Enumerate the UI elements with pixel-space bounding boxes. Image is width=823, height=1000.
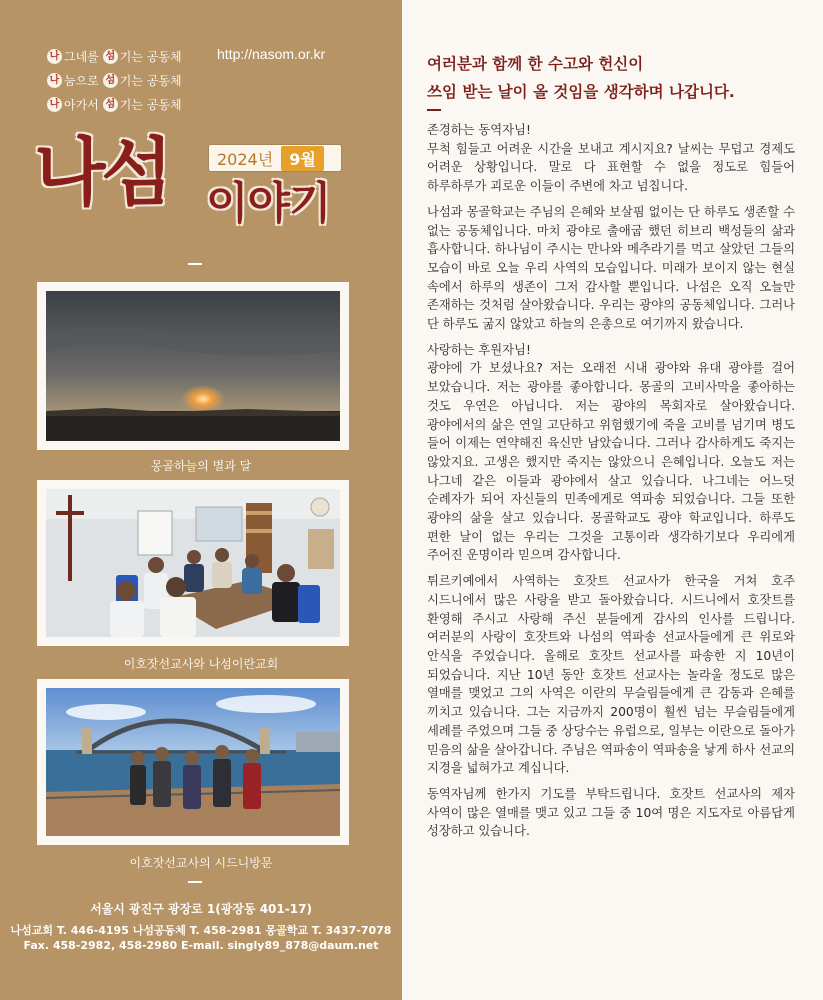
motto-initial: 섬 <box>103 73 118 88</box>
article-headline <box>427 50 807 106</box>
issue-year: 2024년 <box>217 149 274 169</box>
divider <box>188 263 202 265</box>
sidebar-panel <box>0 0 402 1000</box>
motto-text: 그네를 <box>64 49 99 64</box>
photo-caption: 이호잣선교사의 시드니방문 <box>129 856 273 870</box>
paragraph: 튀르키예에서 사역하는 호잣트 선교사가 한국을 거쳐 호주 시드니에서 많은 사랑을 받고 돌아왔습니다. 시드니에서 호잣트를 환영해 주시고 사랑해 주신 분들에게 감사의 인사를 드립니다. 여러분의 사랑이 호잣트와 나섬의 역파송 선교사들에게 큰 위로와 안식을 주었습니다. 올해로 호잣트 선교사를 파송한 지 10년이 되었습니다. 지난 10년 동안 호잣트 선교사는 놀라울 정도로 많은 열매를 맺었고 그의 사역은 이란의 무슬림들에게 큰 감동과 은혜를 끼치고 있습니다. 그는 지금까지 200명이 훨씬 넘는 무슬림들에게 세례를 주었으며 그들 중 상당수는 유럽으로, 일부는 이란으로 돌아가 믿음의 삶을 살아갑니다. 주님은 역파송이 역파송을 낳게 하사 선교의 지경을 넓혀가고 계십니다. <box>427 574 795 776</box>
motto-initial: 나 <box>47 49 62 64</box>
article-body <box>427 121 795 848</box>
motto-line <box>47 92 182 116</box>
motto-line <box>47 44 182 68</box>
motto-line <box>47 68 182 92</box>
issue-date <box>208 144 342 172</box>
salutation: 존경하는 동역자님! <box>427 123 531 137</box>
motto-text: 눔으로 <box>64 73 99 88</box>
masthead <box>34 130 374 240</box>
paragraph-text: 광야에 가 보셨나요? 저는 오래전 시내 광야와 유대 광야를 걸어 보았습니다. 저는 광야를 좋아합니다. 몽골의 고비사막을 좋아하는 것도 우연은 아닙니다. 저는 광야의 목회자로 살아왔습니다. 광야에서의 삶은 연일 고단하고 위험했기에 죽을 고비를 넘기며 병도 들어 이제는 연약해진 육신만 남았습니다. 그러나 감사하게도 죽지는 않았지요. 고생은 했지만 죽지는 않았으니 은혜입니다. 오늘도 저는 나그네 같은 이들과 광야에서 살고 있습니다. 나그네는 어느덧 순례자가 되어 자신들의 민족에게로 역파송 되었습니다. 그들 또한 광야의 삶을 살고 있습니다. 몽골학교도 광야 학교입니다. 하루도 편한 날이 없는 우리는 그것을 고통이라 생각하기보다 우리에게 주어진 운명이라 믿으며 감사합니다. <box>427 361 795 563</box>
photo-frame <box>37 480 349 646</box>
sky-photo <box>46 291 340 441</box>
paragraph: 나섬과 몽골학교는 주님의 은혜와 보살핌 없이는 단 하루도 생존할 수 없는 공동체입니다. 마치 광야로 출애굽 했던 히브리 백성들의 삶과 흡사합니다. 하나님이 주시는 만나와 메추라기를 먹고 살았던 그들의 모습이 바로 오늘 우리 사역의 모습입니다. 미래가 보이지 않는 현실 속에서 하루의 생존이 그저 감사할 뿐입니다. 나섬은 오직 오늘만 존재하는 것처럼 살아왔습니다. 우리는 광야의 공동체입니다. 그러나 단 하루도 굶지 않았고 하늘의 은총으로 여기까지 왔습니다. <box>427 204 795 332</box>
harbour-photo <box>46 688 340 836</box>
motto-initial: 섬 <box>103 97 118 112</box>
website-link[interactable]: http://nasom.or.kr <box>217 46 326 62</box>
paragraph <box>427 121 795 196</box>
motto-initial: 나 <box>47 73 62 88</box>
headline-line: 여러분과 함께 한 수고와 헌신이 <box>427 55 644 73</box>
contact-fax-email: Fax. 458-2982, 458-2980 E-mail. singly89_878@daum.net <box>23 939 379 952</box>
salutation: 사랑하는 후원자님! <box>427 342 531 357</box>
contact-phones: 나섬교회 T. 446-4195 나섬공동체 T. 458-2981 몽골학교 T. 3437-7078 <box>10 924 392 937</box>
motto-text: 기는 공동체 <box>119 97 182 112</box>
motto-text: 기는 공동체 <box>119 73 182 88</box>
motto-text: 기는 공동체 <box>119 49 182 64</box>
paragraph-text: 무척 힘들고 어려운 시간을 보내고 계시지요? 날씨는 무덥고 경제도 어려운 상황입니다. 말로 다 표현할 수 없을 정도로 힘들어 하루하루가 괴로운 이들이 주변에 차고 넘칩니다. <box>427 141 795 194</box>
headline-line: 쓰임 받는 날이 올 것임을 생각하며 나갑니다. <box>427 83 735 101</box>
photo-frame <box>37 282 349 450</box>
motto-initial: 나 <box>47 97 62 112</box>
paragraph <box>427 341 795 565</box>
paragraph: 동역자님께 한가지 기도를 부탁드립니다. 호잣트 선교사의 제자 사역이 많은 열매를 맺고 있고 그들 중 10여 명은 지도자로 아름답게 성장하고 있습니다. <box>427 786 795 839</box>
motto-text: 아가서 <box>64 97 99 112</box>
meeting-photo <box>46 489 340 637</box>
brand-logo: 나섬 <box>34 130 169 216</box>
photo-caption: 이호잣선교사와 나섬이란교회 <box>123 657 279 671</box>
issue-month-badge: 9월 <box>281 146 324 171</box>
photo-caption: 몽골하늘의 별과 달 <box>150 459 252 473</box>
address: 서울시 광진구 광장로 1(광장동 401-17) <box>90 902 312 916</box>
brand-subtitle: 이야기 <box>206 178 331 229</box>
divider <box>188 881 202 883</box>
photo-frame <box>37 679 349 845</box>
divider <box>427 109 441 111</box>
motto-initial: 섬 <box>103 49 118 64</box>
motto <box>47 44 182 116</box>
